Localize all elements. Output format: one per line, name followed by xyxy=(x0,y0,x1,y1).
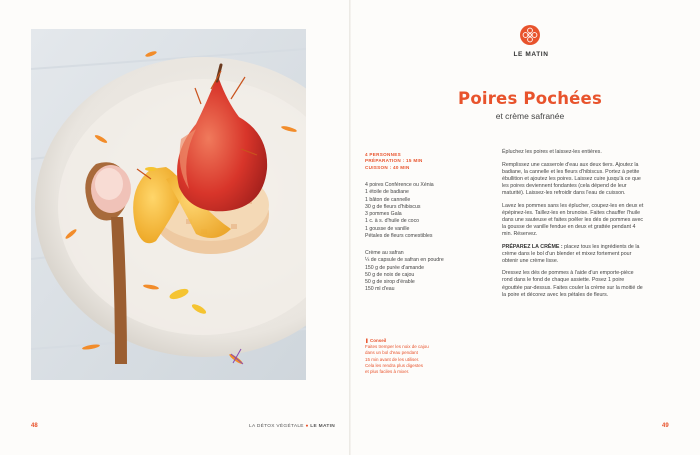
ingredient-item: 30 g de fleurs d'hibiscus xyxy=(365,203,421,210)
meta-cook-time: CUISSON : 40 MIN xyxy=(365,164,410,170)
ingredient-item: 1 c. à s. d'huile de coco xyxy=(365,218,420,225)
recipe-steps xyxy=(502,149,644,304)
recipe-step: Remplissez une casserole d'eau aux deux tiers. Ajoutez la badiane, la cannelle et les fleurs d'hibiscus. Portez à petite ébullition et ajoutez les poires. Laissez cuire jusqu'à ce que les poires deviennent fondantes (cela dépend de leur maturité). Laissez-les refroidir dans l'eau de cuisson. xyxy=(502,161,641,196)
running-head xyxy=(210,424,335,429)
separator-dot-icon: ● xyxy=(305,424,309,429)
ingredient-list xyxy=(365,182,485,240)
book-gutter xyxy=(349,0,351,455)
ingredient-item: 3 pommes Gala xyxy=(365,211,402,218)
ingredient-item: 4 poires Conférence ou Xénia xyxy=(365,182,434,188)
tip-line: Faites tremper les noix de cajou xyxy=(365,344,429,350)
recipe-subtitle: et crème safranée xyxy=(495,111,565,121)
recipe-step: PRÉPAREZ LA CRÈME : placez tous les ingrédients de la crème dans le bol d'un blender et mixez fortement pour obtenir une crème lisse. xyxy=(502,243,640,264)
recipe-meta xyxy=(365,152,485,171)
cream-ingredient-list xyxy=(365,250,485,294)
recipe-step: Lavez les pommes sans les éplucher, coupez-les en deux et épépinez-les. Taillez-les en brunoise. Faites chauffer l'huile dans une sauteuse et faites poêler les dés de pommes avec la gousse de vanille fendue en deux et grattée pendant 4 min. Réservez. xyxy=(502,202,644,237)
tip-title-text: Conseil xyxy=(370,338,387,343)
recipe-title: Poires Pochées xyxy=(458,89,602,108)
page-number-right: 49 xyxy=(662,423,669,429)
meta-prep-time: PRÉPARATION : 15 MIN xyxy=(365,158,423,164)
ingredient-item: 1 gousse de vanille xyxy=(365,225,410,232)
tip-marker-icon: ❚ xyxy=(365,338,369,343)
recipe-photo xyxy=(31,29,306,380)
tip-line: et plus faciles à mixer. xyxy=(365,369,410,375)
tip-line: 15 min avant de les utiliser. xyxy=(365,356,420,362)
ingredient-item: Pétales de fleurs comestibles xyxy=(365,233,433,240)
section-label: LE MATIN xyxy=(513,51,549,58)
flower-emblem-icon xyxy=(519,24,541,51)
ingredient-item: 150 g de purée d'amande xyxy=(365,264,424,271)
running-head-section: LE MATIN xyxy=(310,424,335,429)
recipe-step: Dressez les dés de pommes à l'aide d'un emporte-pièce rond dans le fond de chaque assiette. Posez 1 poire égouttée par-dessus. Faites couler la crème sur la moitié de la poire et décorez avec les pétales de fleurs. xyxy=(502,270,643,298)
ingredient-item: 150 ml d'eau xyxy=(365,286,395,293)
ingredient-item: 1 étoile de badiane xyxy=(365,189,409,196)
recipe-step: Épluchez les poires et laissez-les entières. xyxy=(502,149,602,155)
page-number-left: 48 xyxy=(31,423,38,429)
ingredient-item: ¼ de capsule de safran en poudre xyxy=(365,257,444,264)
tip-line: Cela les rendra plus digestes xyxy=(365,362,424,368)
tip-box xyxy=(365,338,480,375)
ingredient-item: 1 bâton de cannelle xyxy=(365,196,411,203)
ingredient-item: 50 g de sirop d'érable xyxy=(365,279,415,286)
cream-ingredients-title: Crème au safran xyxy=(365,250,404,256)
ingredient-item: 50 g de noix de cajou xyxy=(365,271,415,278)
meta-servings: 4 PERSONNES xyxy=(365,152,401,157)
tip-line: dans un bol d'eau pendant xyxy=(365,350,418,356)
running-head-book: LA DÉTOX VÉGÉTALE xyxy=(249,424,304,429)
